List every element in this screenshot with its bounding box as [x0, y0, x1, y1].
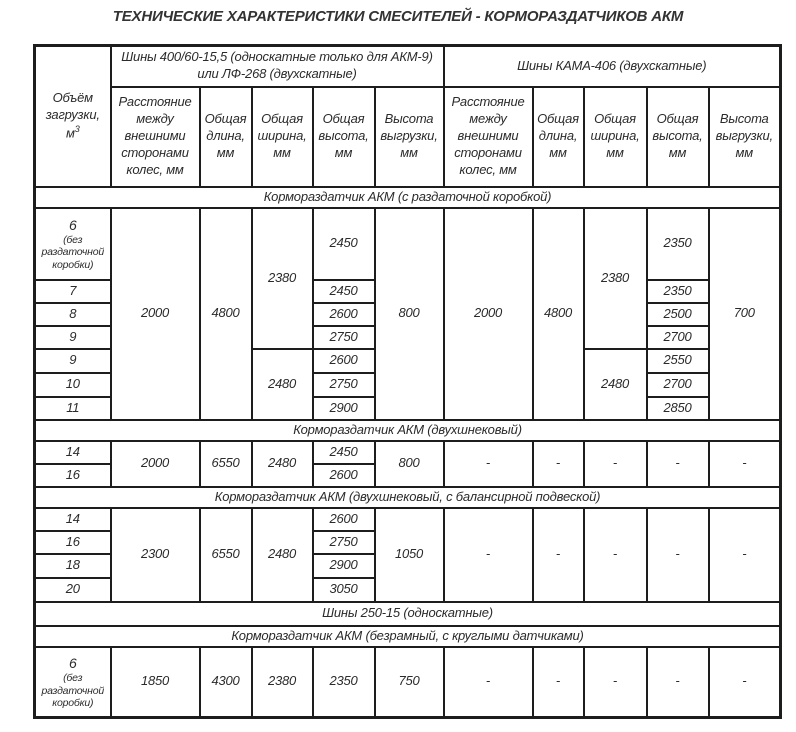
s4-dash-4: -: [709, 647, 781, 718]
s4-distance: 1850: [111, 647, 200, 718]
s4-volume: 6: [68, 654, 77, 671]
s2-left-length: 6550: [200, 441, 252, 487]
s1-left-height-4: 2600: [313, 349, 375, 373]
volume-unit-sup: 3: [74, 124, 80, 135]
col-header-height-left: Общая высота, мм: [313, 87, 375, 187]
volume-header-cell: [35, 46, 111, 187]
col-header-length-right: Общая длина, мм: [533, 87, 584, 187]
tire-group-right-header: Шины КАМА-406 (двухскатные): [444, 46, 781, 87]
s1-right-length: 4800: [533, 208, 584, 420]
s4-height: 2350: [313, 647, 375, 718]
s2-right-dash-4: -: [709, 441, 781, 487]
s2-volume-0: 14: [35, 441, 111, 464]
s1-right-height-5: 2700: [647, 373, 709, 397]
s3-left-height-1: 2750: [313, 531, 375, 554]
s4-unload: 750: [375, 647, 444, 718]
s1-left-width-lower: 2480: [252, 349, 313, 420]
s1-right-unload: 700: [709, 208, 781, 420]
s4-length: 4300: [200, 647, 252, 718]
col-header-width-left: Общая ширина, мм: [252, 87, 313, 187]
s3-left-height-3: 3050: [313, 578, 375, 602]
s2-right-dash-3: -: [647, 441, 709, 487]
s1-volume-1: 7: [35, 280, 111, 303]
s4-volume-note: (без раздаточной коробки): [41, 671, 105, 710]
s4-volume-cell: [35, 647, 111, 718]
page-title: ТЕХНИЧЕСКИЕ ХАРАКТЕРИСТИКИ СМЕСИТЕЛЕЙ - КОРМОРАЗДАТЧИКОВ АКМ: [112, 8, 684, 25]
tire-group-left-header: Шины 400/60-15,5 (односкатные только для АКМ-9) или ЛФ-268 (двухскатные): [111, 46, 444, 87]
s1-right-height-6: 2850: [647, 397, 709, 420]
s1-left-height-1: 2450: [313, 280, 375, 303]
s1-left-height-2: 2600: [313, 303, 375, 326]
volume-header-label: Объём загрузки, м: [45, 90, 100, 141]
s3-right-dash-2: -: [584, 508, 647, 602]
s1-left-height-0: 2450: [313, 208, 375, 280]
s2-left-unload: 800: [375, 441, 444, 487]
s2-right-dash-0: -: [444, 441, 533, 487]
s3-volume-3: 20: [35, 578, 111, 602]
s3-left-unload: 1050: [375, 508, 444, 602]
s3-volume-0: 14: [35, 508, 111, 531]
s1-left-width-upper: 2380: [252, 208, 313, 349]
s2-left-height-0: 2450: [313, 441, 375, 464]
s3-volume-1: 16: [35, 531, 111, 554]
col-header-distance-right: Расстояние между внешними сторонами колес, мм: [444, 87, 533, 187]
s1-right-distance: 2000: [444, 208, 533, 420]
s1-volume-cell-0: [35, 208, 111, 280]
s1-right-width-upper: 2380: [584, 208, 647, 349]
s3-left-height-2: 2900: [313, 554, 375, 578]
col-header-distance-left: Расстояние между внешними сторонами колес, мм: [111, 87, 200, 187]
s2-right-dash-1: -: [533, 441, 584, 487]
s1-volume-0: 6: [68, 216, 77, 233]
s3-left-distance: 2300: [111, 508, 200, 602]
s2-left-width: 2480: [252, 441, 313, 487]
s1-left-height-5: 2750: [313, 373, 375, 397]
s1-volume-note: (без раздаточной коробки): [41, 233, 105, 271]
s1-volume-4: 9: [35, 349, 111, 373]
s2-left-height-1: 2600: [313, 464, 375, 487]
s3-left-length: 6550: [200, 508, 252, 602]
s4-dash-2: -: [584, 647, 647, 718]
s2-volume-1: 16: [35, 464, 111, 487]
s1-volume-2: 8: [35, 303, 111, 326]
s1-right-width-lower: 2480: [584, 349, 647, 420]
s3-volume-2: 18: [35, 554, 111, 578]
s1-right-height-0: 2350: [647, 208, 709, 280]
s1-volume-3: 9: [35, 326, 111, 349]
s3-left-height-0: 2600: [313, 508, 375, 531]
s1-volume-5: 10: [35, 373, 111, 397]
s1-right-height-3: 2700: [647, 326, 709, 349]
s3-right-dash-4: -: [709, 508, 781, 602]
s3-right-dash-3: -: [647, 508, 709, 602]
s2-right-dash-2: -: [584, 441, 647, 487]
s1-volume-6: 11: [35, 397, 111, 420]
s1-right-height-4: 2550: [647, 349, 709, 373]
s3-left-width: 2480: [252, 508, 313, 602]
section-2-title: Кормораздатчик АКМ (двухшнековый): [35, 420, 781, 441]
section-1-title: Кормораздатчик АКМ (с раздаточной коробкой): [35, 187, 781, 208]
s3-right-dash-0: -: [444, 508, 533, 602]
spec-table: [33, 44, 782, 719]
col-header-width-right: Общая ширина, мм: [584, 87, 647, 187]
s1-left-height-6: 2900: [313, 397, 375, 420]
section-3-title: Кормораздатчик АКМ (двухшнековый, с балансирной подвеской): [35, 487, 781, 508]
section-4-title: Кормораздатчик АКМ (безрамный, с круглыми датчиками): [35, 626, 781, 647]
s1-left-distance: 2000: [111, 208, 200, 420]
s1-left-unload: 800: [375, 208, 444, 420]
tires-250-header: Шины 250-15 (односкатные): [35, 602, 781, 626]
s1-left-height-3: 2750: [313, 326, 375, 349]
s4-dash-0: -: [444, 647, 533, 718]
s3-right-dash-1: -: [533, 508, 584, 602]
col-header-height-right: Общая высота, мм: [647, 87, 709, 187]
s4-dash-3: -: [647, 647, 709, 718]
s4-width: 2380: [252, 647, 313, 718]
s1-right-height-1: 2350: [647, 280, 709, 303]
s1-right-height-2: 2500: [647, 303, 709, 326]
s2-left-distance: 2000: [111, 441, 200, 487]
col-header-length-left: Общая длина, мм: [200, 87, 252, 187]
s1-left-length: 4800: [200, 208, 252, 420]
s4-dash-1: -: [533, 647, 584, 718]
col-header-unload-left: Высота выгрузки, мм: [375, 87, 444, 187]
col-header-unload-right: Высота выгрузки, мм: [709, 87, 781, 187]
